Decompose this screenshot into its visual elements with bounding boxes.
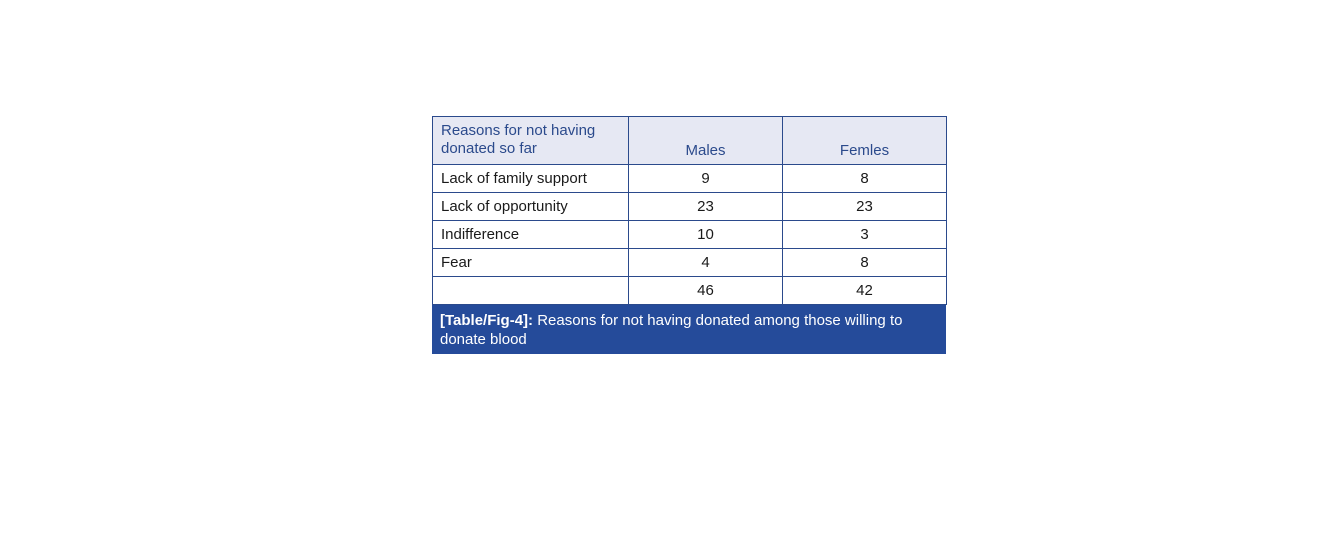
table-caption bbox=[432, 305, 946, 354]
data-table bbox=[432, 116, 947, 305]
header-females: Femles bbox=[783, 117, 947, 165]
cell-males: 9 bbox=[629, 165, 783, 193]
table-total-row bbox=[433, 277, 947, 305]
cell-reason: Lack of opportunity bbox=[433, 193, 629, 221]
cell-reason: Lack of family support bbox=[433, 165, 629, 193]
cell-females: 23 bbox=[783, 193, 947, 221]
cell-reason: Fear bbox=[433, 249, 629, 277]
header-reason: Reasons for not having donated so far bbox=[433, 117, 629, 165]
table-row bbox=[433, 221, 947, 249]
cell-males-total: 46 bbox=[629, 277, 783, 305]
cell-females-total: 42 bbox=[783, 277, 947, 305]
table-row bbox=[433, 249, 947, 277]
cell-females: 3 bbox=[783, 221, 947, 249]
cell-males: 10 bbox=[629, 221, 783, 249]
caption-label: [Table/Fig-4]: bbox=[440, 312, 534, 329]
cell-females: 8 bbox=[783, 249, 947, 277]
table-row bbox=[433, 193, 947, 221]
caption-text: Reasons for not having donated among those willing to donate blood bbox=[440, 312, 903, 348]
cell-reason bbox=[433, 277, 629, 305]
header-males: Males bbox=[629, 117, 783, 165]
cell-reason: Indifference bbox=[433, 221, 629, 249]
table-row bbox=[433, 165, 947, 193]
table-figure bbox=[432, 116, 946, 354]
table-header-row bbox=[433, 117, 947, 165]
cell-females: 8 bbox=[783, 165, 947, 193]
cell-males: 23 bbox=[629, 193, 783, 221]
cell-males: 4 bbox=[629, 249, 783, 277]
